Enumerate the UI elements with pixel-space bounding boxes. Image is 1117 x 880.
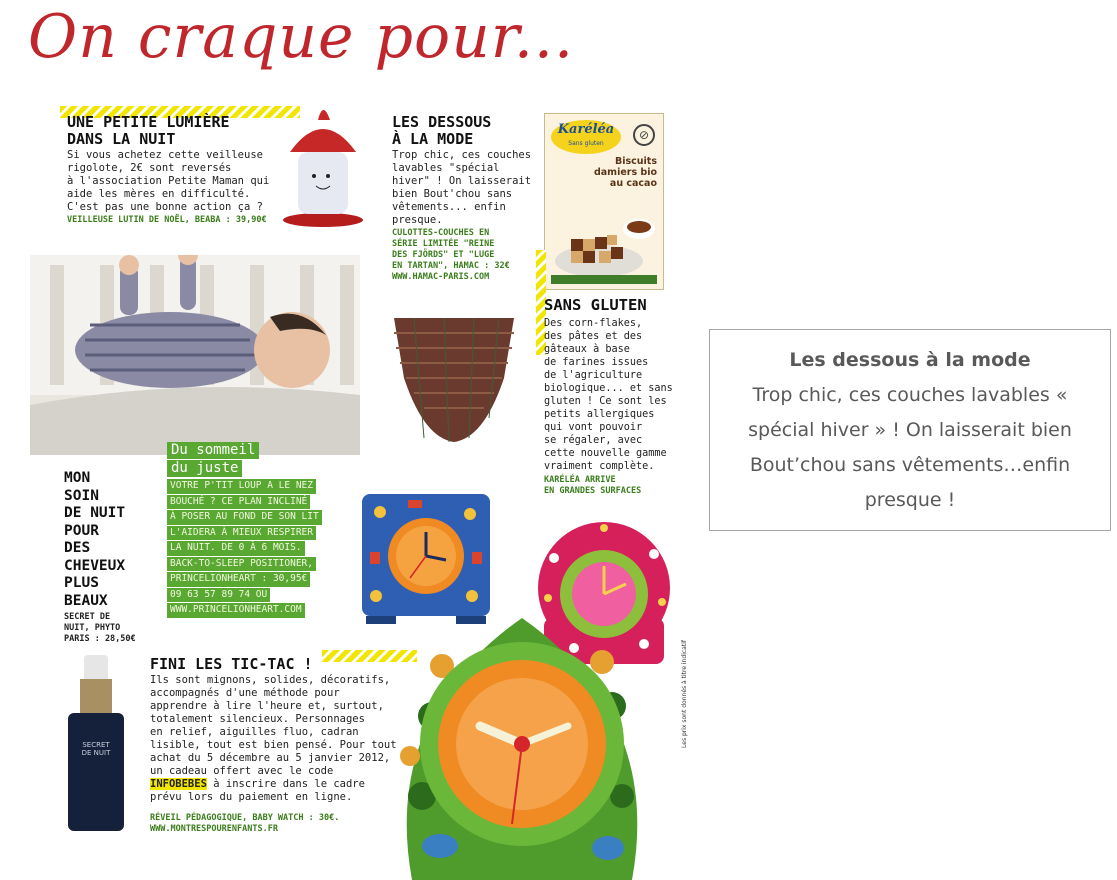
karelea-product-2: damiers bio: [593, 167, 657, 178]
diaper-image: [384, 308, 524, 448]
lumiere-heading: UNE PETITE LUMIÈRE DANS LA NUIT: [67, 113, 230, 148]
lumiere-product: VEILLEUSE LUTIN DE NOËL, BEABA : 39,90€: [67, 215, 267, 225]
green-clock-image: [372, 596, 672, 880]
tictac-text-after: à inscrire dans le cadre prévu lors du paiement en ligne.: [150, 778, 365, 803]
dessous-product: CULOTTES-COUCHES EN SÉRIE LIMITÉE "REINE DES FJÖRDS" ET "LUGE EN TARTAN", HAMAC : 32€ WWW.HAMAC-PARIS.COM: [392, 228, 510, 282]
gluten-free-icon: ⊘: [633, 124, 655, 146]
tictac-product: RÉVEIL PÉDAGOGIQUE, BABY WATCH : 30€. WWW.MONTRESPOURENFANTS.FR: [150, 813, 340, 834]
soin-product: SECRET DE NUIT, PHYTO PARIS : 28,50€: [64, 612, 136, 644]
tictac-text: [150, 674, 397, 804]
callout-title: Les dessous à la mode: [789, 348, 1031, 371]
hair-serum-bottle-image: [66, 655, 126, 835]
sommeil-line: PRINCELIONHEART : 30,95€: [167, 572, 310, 587]
translation-callout: [709, 329, 1111, 531]
sommeil-line: À POSER AU FOND DE SON LIT: [167, 510, 322, 525]
sommeil-line: BACK-TO-SLEEP POSITIONER,: [167, 557, 316, 572]
karelea-sub: Sans gluten: [568, 140, 604, 147]
magazine-page: [22, 0, 690, 880]
sommeil-heading: [167, 442, 259, 478]
baby-photo: [30, 255, 360, 455]
lumiere-text: Si vous achetez cette veilleuse rigolote, 2€ sont reversés à l'association Petite Maman qui aide les mères en difficulté. C'est pas une bonne action ça ?: [67, 149, 270, 213]
karelea-product-3: au cacao: [609, 178, 657, 189]
karelea-box-image: [544, 113, 664, 290]
gluten-heading: SANS GLUTEN: [544, 296, 647, 314]
gluten-text: Des corn-flakes, des pâtes et des gâteaux à base de farines issues de l'agriculture biologique... et sans gluten ! Ce sont les petits allergiques qui vont pouvoir se régaler, avec cette nouvelle gamme vraiment complète.: [544, 318, 673, 472]
soin-heading: MON SOIN DE NUIT POUR DES CHEVEUX PLUS BEAUX: [64, 470, 126, 609]
dessous-heading: LES DESSOUS À LA MODE: [392, 113, 492, 148]
sommeil-text: [167, 479, 322, 619]
price-disclaimer: Les prix sont donnés à titre indicatif: [681, 640, 688, 748]
karelea-product-1: Biscuits: [615, 156, 657, 167]
sommeil-line: LA NUIT. DE 0 À 6 MOIS.: [167, 541, 305, 556]
sommeil-line: 09 63 57 89 74 OU: [167, 588, 270, 603]
page-title: On craque pour...: [28, 2, 575, 72]
sommeil-line: VOTRE P'TIT LOUP A LE NEZ: [167, 479, 316, 494]
callout-body: Trop chic, ces couches lavables « spécial hiver » ! On laisserait bien Bout’chou sans vêtements…enfin presque !: [748, 383, 1072, 511]
sommeil-heading-line1: Du sommeil: [167, 442, 259, 459]
tictac-text-before: Ils sont mignons, solides, décoratifs, accompagnés d'une méthode pour apprendre à lire l'heure et, surtout, totalement silencieux. Personnages en relief, aiguilles fluo, cadran lisible, tout est bien pensé. Pour tout achat du 5 décembre au 5 janvier 2012, un cadeau offert avec le code: [150, 674, 397, 777]
sommeil-heading-line2: du juste: [167, 460, 242, 477]
karelea-brand: Karéléa: [557, 122, 615, 137]
karelea-logo: [551, 120, 621, 154]
sommeil-line: BOUCHÉ ? CE PLAN INCLINÉ: [167, 495, 310, 510]
night-light-image: [278, 100, 368, 228]
sommeil-line: L'AIDERA À MIEUX RESPIRER: [167, 526, 316, 541]
biscuits-image: [551, 199, 657, 284]
promo-code: INFOBEBES: [150, 778, 207, 790]
gluten-product: KARÉLÉA ARRIVE EN GRANDES SURFACES: [544, 475, 642, 496]
bottle-label: SECRET DE NUIT: [81, 741, 111, 757]
dessous-text: Trop chic, ces couches lavables "spécial hiver" ! On laisserait bien Bout'chou sans vêtements... enfin presque.: [392, 149, 532, 226]
sommeil-line: WWW.PRINCELIONHEART.COM: [167, 603, 305, 618]
tictac-heading: FINI LES TIC-TAC !: [150, 655, 313, 673]
